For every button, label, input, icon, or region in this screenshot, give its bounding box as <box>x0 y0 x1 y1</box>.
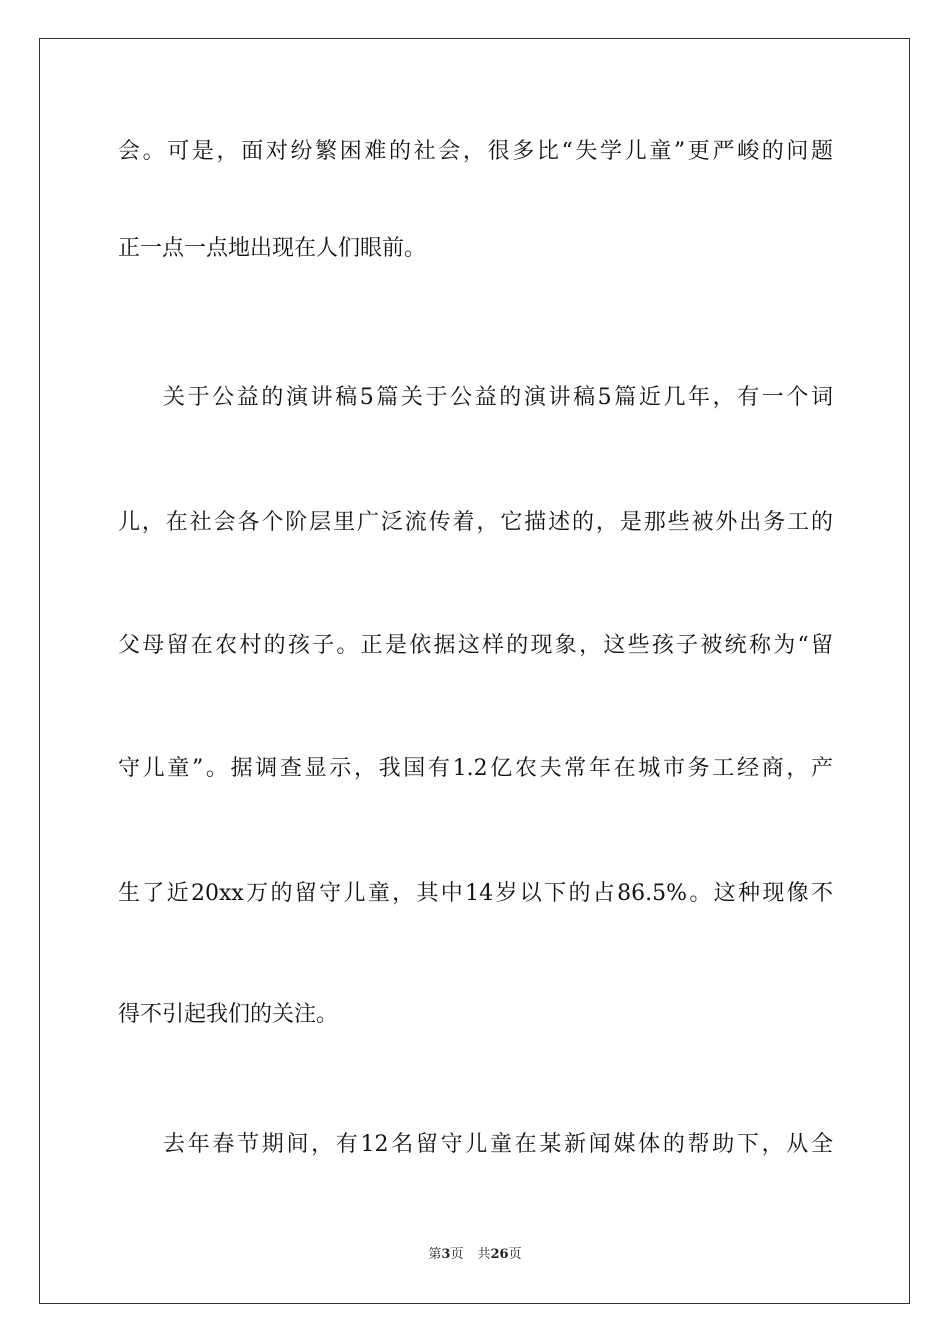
body-line-2: 正一点一点地出现在人们眼前。 <box>118 236 427 261</box>
body-line-8: 得不引起我们的关注。 <box>118 1002 339 1027</box>
body-line-1: 会。可是，面对纷繁困难的社会，很多比“失学儿童”更严峻的问题 <box>118 139 833 164</box>
page-footer <box>0 1246 950 1264</box>
total-suffix: 页 <box>508 1247 522 1262</box>
page-number: 3 <box>441 1247 451 1262</box>
total-prefix: 共 <box>477 1247 491 1262</box>
total-pages: 26 <box>490 1247 509 1262</box>
page-frame <box>39 38 910 1304</box>
body-line-7: 生了近20xx万的留守儿童，其中14岁以下的占86.5%。这种现像不 <box>118 881 833 906</box>
body-line-3: 关于公益的演讲稿5篇关于公益的演讲稿5篇近几年，有一个词 <box>163 385 833 410</box>
page-suffix: 页 <box>450 1247 464 1262</box>
body-line-4: 儿，在社会各个阶层里广泛流传着，它描述的，是那些被外出务工的 <box>118 510 833 535</box>
body-line-5: 父母留在农村的孩子。正是依据这样的现象，这些孩子被统称为“留 <box>118 633 833 658</box>
body-line-6: 守儿童”。据调查显示，我国有1.2亿农夫常年在城市务工经商，产 <box>118 756 833 781</box>
body-line-9: 去年春节期间，有12名留守儿童在某新闻媒体的帮助下，从全 <box>163 1132 833 1157</box>
page-prefix: 第 <box>428 1247 442 1262</box>
